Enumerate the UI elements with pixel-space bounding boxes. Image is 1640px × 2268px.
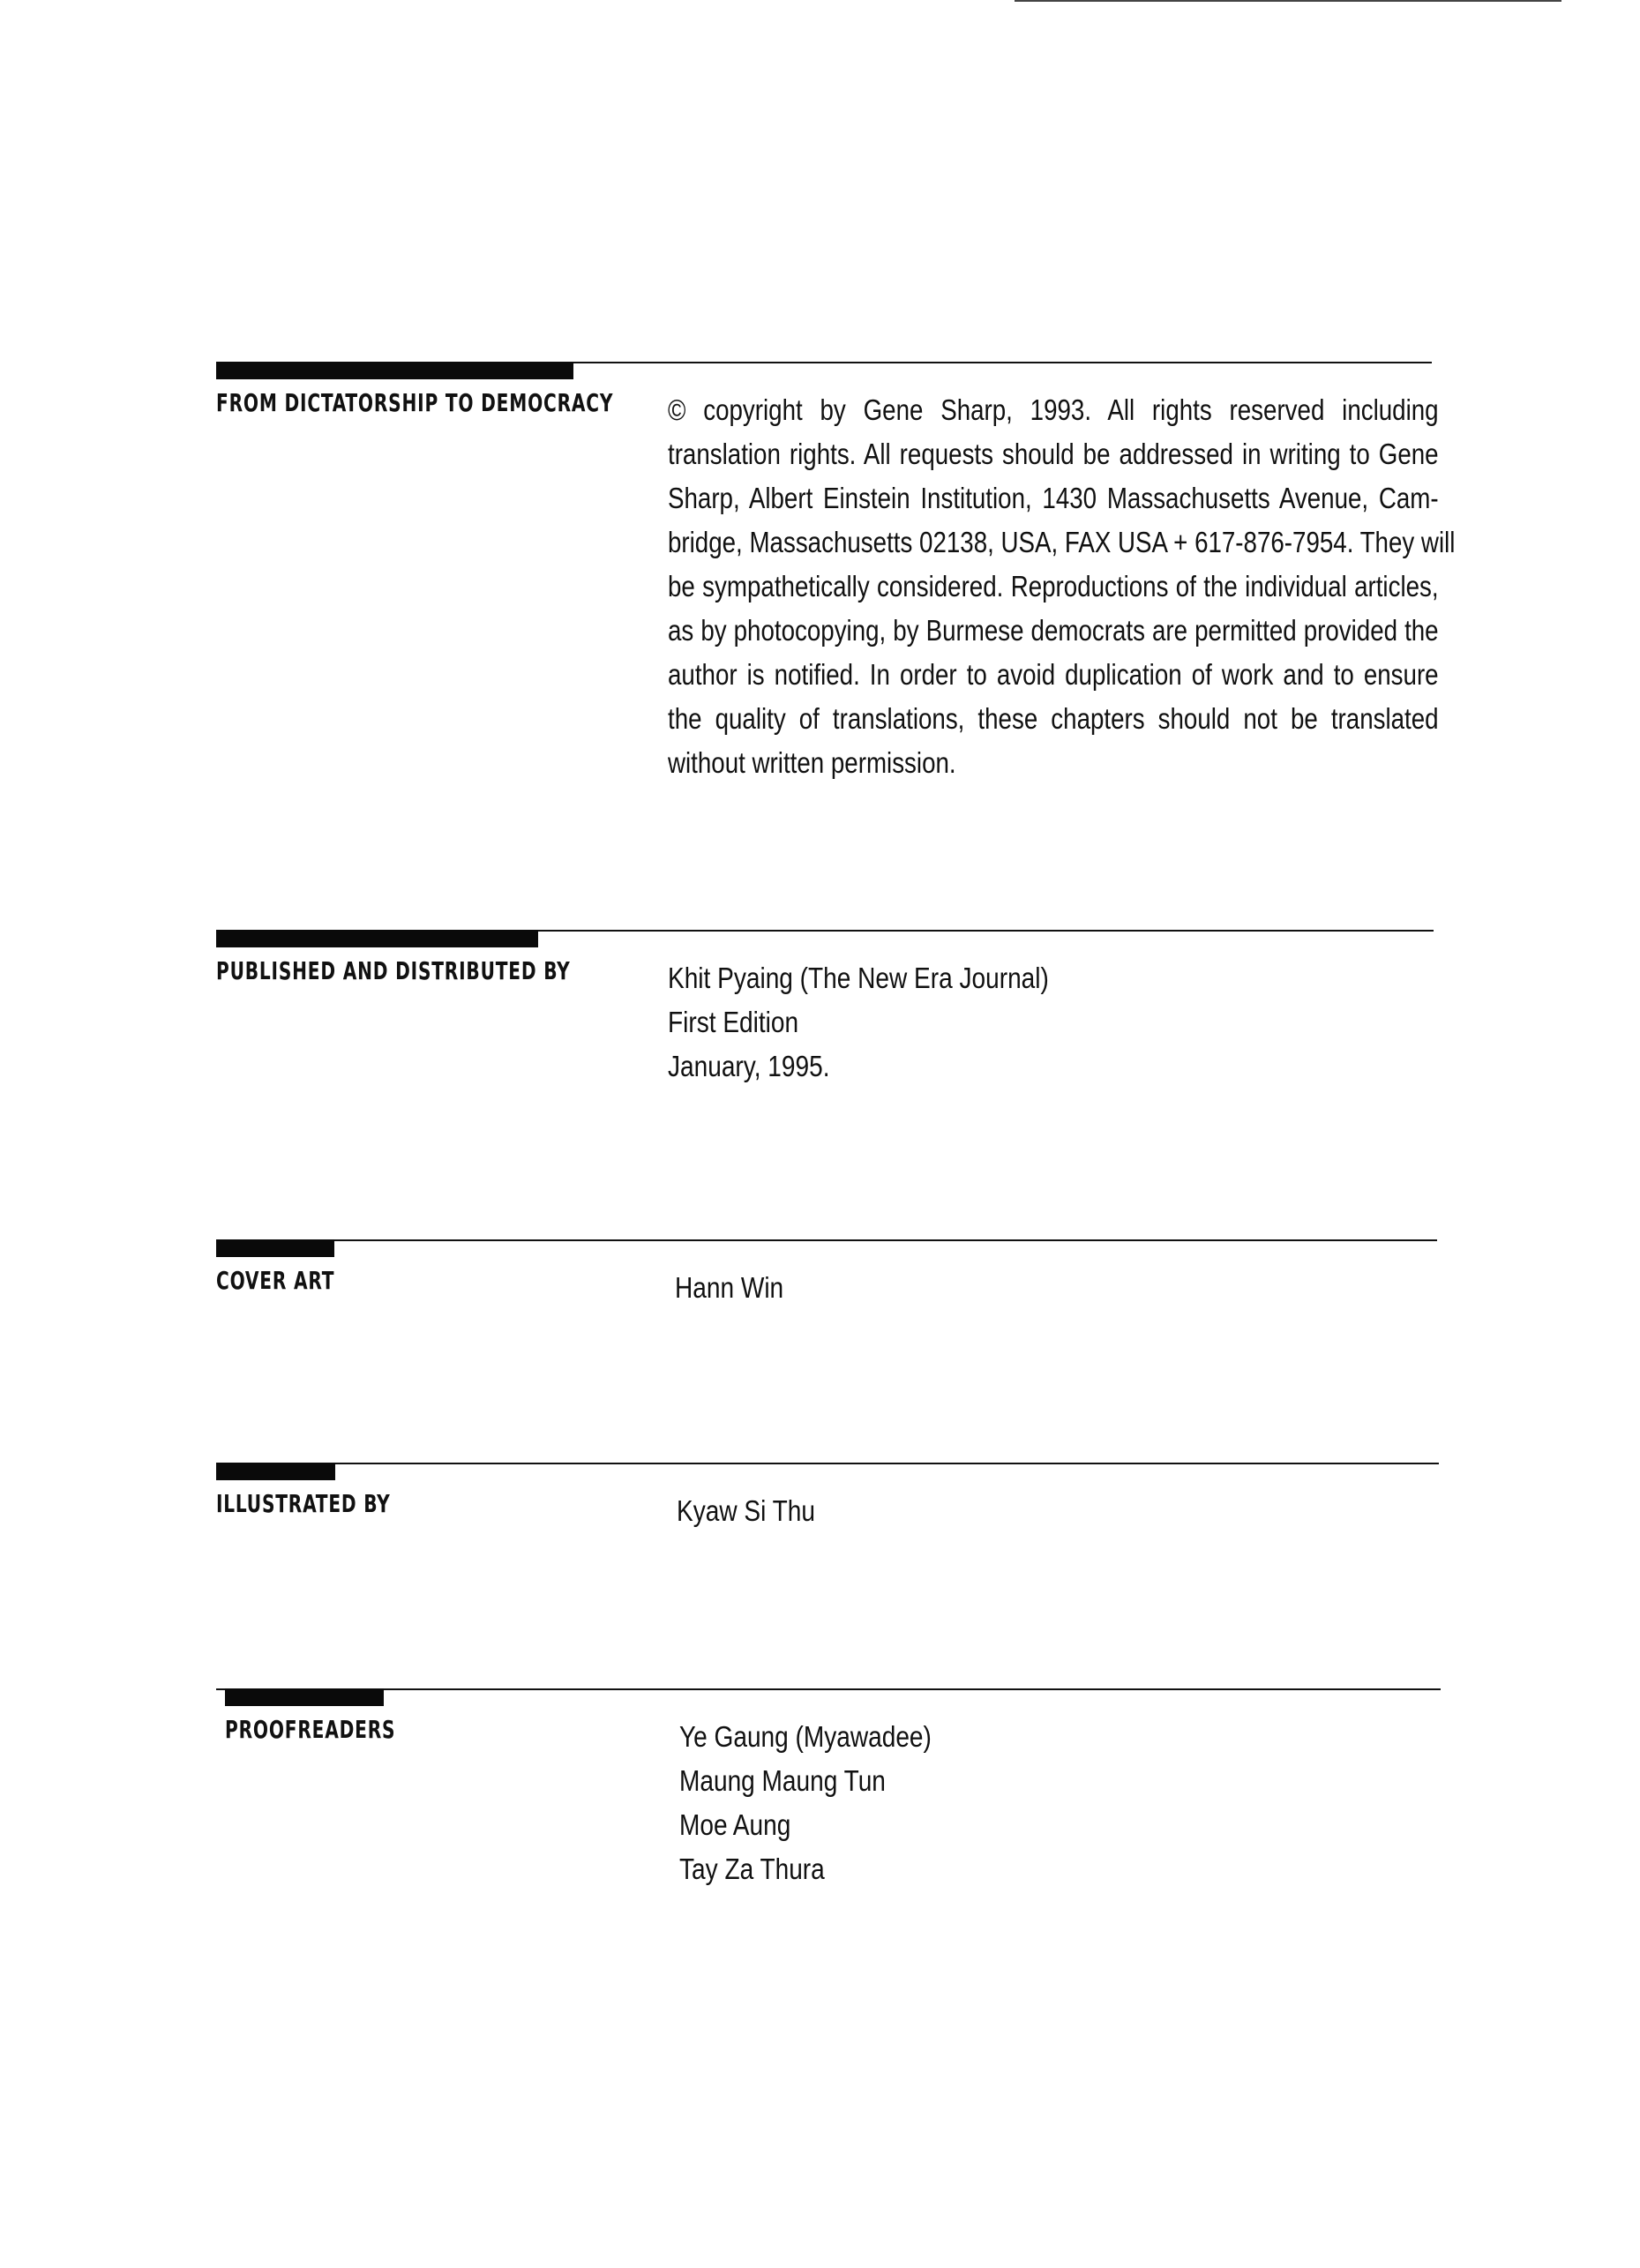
- publisher-info: [668, 956, 1049, 1089]
- section-label-proofreaders: PROOFREADERS: [225, 1715, 396, 1744]
- section-label-illustrator: ILLUSTRATED BY: [216, 1489, 391, 1518]
- copyright-line: Sharp, Albert Einstein Institution, 1430 Massachusetts Avenue, Cam-: [668, 482, 1439, 514]
- section-bar: [216, 362, 573, 379]
- copyright-line: as by photocopying, by Burmese democrats are permitted provided the: [668, 614, 1439, 647]
- proofreader-name: Moe Aung: [679, 1808, 791, 1841]
- cover-artist-name: Hann Win: [675, 1271, 784, 1304]
- proofreader-name: Maung Maung Tun: [679, 1764, 886, 1797]
- illustrator-name: Kyaw Si Thu: [677, 1494, 815, 1527]
- copyright-line: © copyright by Gene Sharp, 1993. All rights reserved including: [668, 393, 1439, 426]
- section-bar: [225, 1688, 384, 1706]
- copyright-line: be sympathetically considered. Reproductions of the individual articles,: [668, 570, 1439, 603]
- section-rule: [216, 1463, 1439, 1464]
- copyright-line: author is notified. In order to avoid duplication of work and to ensure: [668, 658, 1439, 691]
- edition: First Edition: [668, 1006, 799, 1038]
- section-label-cover-art: COVER ART: [216, 1266, 335, 1295]
- illustrator: [677, 1489, 815, 1533]
- copyright-line: translation rights. All requests should be addressed in writing to Gene: [668, 438, 1439, 470]
- section-label-publisher: PUBLISHED AND DISTRIBUTED BY: [216, 956, 571, 985]
- copyright-line: bridge, Massachusetts 02138, USA, FAX USA + 617-876-7954. They will: [668, 526, 1456, 558]
- section-bar: [216, 930, 538, 947]
- proofreader-name: Tay Za Thura: [679, 1853, 825, 1885]
- copyright-notice: [668, 388, 1456, 785]
- publication-date: January, 1995.: [668, 1050, 830, 1082]
- proofreader-name: Ye Gaung (Myawadee): [679, 1720, 932, 1753]
- copyright-line: the quality of translations, these chapters should not be translated: [668, 702, 1439, 735]
- section-rule: [216, 1688, 1441, 1690]
- publisher-name: Khit Pyaing (The New Era Journal): [668, 962, 1049, 994]
- section-bar: [216, 1463, 335, 1480]
- proofreader-list: [679, 1715, 932, 1891]
- section-bar: [216, 1239, 334, 1257]
- section-label-title: FROM DICTATORSHIP TO DEMOCRACY: [216, 388, 614, 417]
- top-edge-rule: [1015, 0, 1561, 2]
- section-rule: [216, 1239, 1437, 1241]
- copyright-line: without written permission.: [668, 746, 956, 779]
- cover-artist: [675, 1266, 783, 1310]
